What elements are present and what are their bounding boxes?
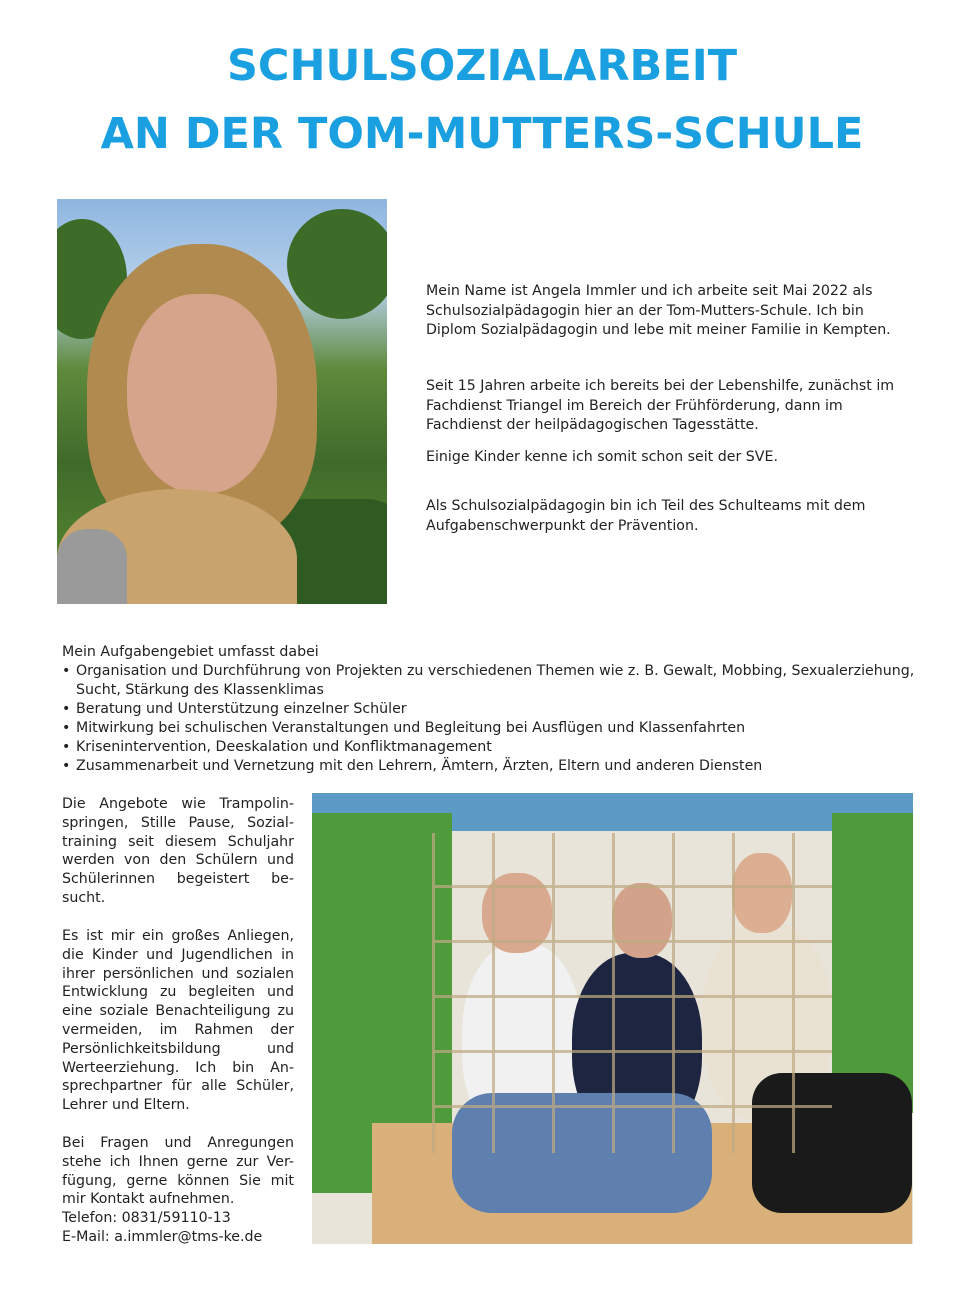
- questions-paragraph: Bei Fragen und Anregungen stehe ich Ihnen gerne zur Ver-fügung, gerne können Sie mit mir Kontakt aufnehmen.: [62, 1135, 294, 1208]
- task-list-heading: Mein Aufgabengebiet umfasst dabei: [62, 644, 319, 660]
- intro-paragraph-1: Mein Name ist Angela Immler und ich arbeite seit Mai 2022 als Schulsozialpädagogin hier an der Tom-Mutters-Schule. Ich bin Diplom Sozialpädagogin und lebe mit meiner Familie in Kempten.: [426, 283, 891, 338]
- intro-paragraph-4: Als Schulsozialpädagogin bin ich Teil des Schulteams mit dem Aufgabenschwerpunkt der Prävention.: [426, 498, 866, 534]
- intro-paragraph-2: Seit 15 Jahren arbeite ich bereits bei der Lebenshilfe, zunächst im Fachdienst Triangel im Bereich der Frühförderung, dann im Fachdienst der heilpädagogischen Tagesstätte.: [426, 378, 895, 433]
- list-item: • Mitwirkung bei schulischen Veranstaltungen und Begleitung bei Ausflügen und Klassenfahrten: [62, 719, 922, 738]
- intro-paragraph-3: Einige Kinder kenne ich somit schon seit der SVE.: [426, 449, 778, 465]
- task-list-section: [62, 643, 922, 776]
- contact-email[interactable]: E-Mail: a.immler@tms-ke.de: [62, 1229, 263, 1245]
- portrait-photo: [57, 199, 387, 604]
- contact-phone: Telefon: 0831/59110-13: [62, 1210, 231, 1226]
- list-item: • Beratung und Unterstützung einzelner Schüler: [62, 700, 922, 719]
- list-item: • Krisenintervention, Deeskalation und Konfliktmanagement: [62, 738, 922, 757]
- concern-paragraph: Es ist mir ein großes Anliegen, die Kinder und Jugendlichen in ihrer persönlichen und sozialen Entwicklung zu begleiten und eine soziale Benachteiligung zu vermeiden, im Rahmen der Persönlichkeitsbildung und Werteerziehung. Ich bin An-sprechpartner für alle Schüler, Lehrer und Eltern.: [62, 928, 294, 1114]
- page-title-line2: AN DER TOM-MUTTERS-SCHULE: [100, 109, 864, 159]
- list-item: • Zusammenarbeit und Vernetzung mit den Lehrern, Ämtern, Ärzten, Eltern und anderen Diensten: [62, 757, 922, 776]
- task-list: [62, 662, 922, 776]
- students-net-swing-photo: [312, 793, 913, 1244]
- page-title-line1: SCHULSOZIALARBEIT: [226, 41, 738, 91]
- list-item: • Organisation und Durchführung von Projekten zu verschiedenen Themen wie z. B. Gewalt, Mobbing, Sexualerziehung, Sucht, Stärkung des Klassenklimas: [62, 662, 922, 700]
- offers-paragraph: Die Angebote wie Trampolin-springen, Stille Pause, Sozial-training seit diesem Schuljahr werden von den Schülern und Schülerinnen begeistert be-sucht.: [62, 796, 294, 906]
